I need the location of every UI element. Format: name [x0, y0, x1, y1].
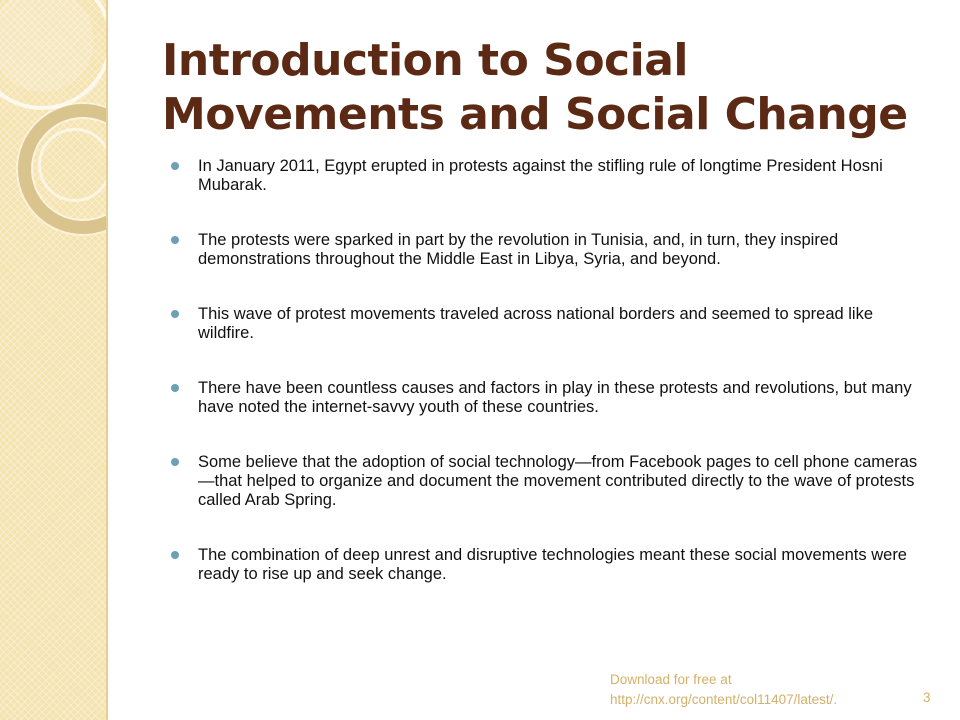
footer-source-note: [610, 670, 900, 710]
bullet-item: [160, 157, 930, 195]
decorative-ring-icon: [38, 128, 106, 202]
slide-title-line-1: Introduction to Social: [162, 35, 688, 86]
footer-line-1: Download for free at: [610, 672, 732, 687]
sidebar-divider: [106, 0, 108, 720]
decorative-sidebar: [0, 0, 106, 720]
decorative-ring-icon: [0, 0, 106, 110]
bullet-dot-icon: [171, 236, 179, 244]
bullet-list: [160, 157, 930, 620]
bullet-text: In January 2011, Egypt erupted in protests against the stifling rule of longtime President Hosni Mubarak.: [198, 157, 883, 194]
bullet-dot-icon: [171, 384, 179, 392]
slide-title-line-2: Movements and Social Change: [162, 89, 908, 140]
bullet-item: [160, 453, 930, 510]
bullet-text: The protests were sparked in part by the revolution in Tunisia, and, in turn, they inspired demonstrations throughout the Middle East in Libya, Syria, and beyond.: [198, 231, 839, 268]
footer-source-link[interactable]: http://cnx.org/content/col11407/latest/.: [610, 692, 838, 707]
bullet-item: [160, 379, 930, 417]
bullet-item: [160, 546, 930, 584]
page-number: 3: [923, 690, 931, 705]
bullet-text: Some believe that the adoption of social technology—from Facebook pages to cell phone cameras—that helped to organize and document the movement contributed directly to the wave of protests called Arab Spring.: [198, 453, 918, 509]
slide-title: [162, 34, 922, 142]
bullet-text: The combination of deep unrest and disruptive technologies meant these social movements were ready to rise up and seek change.: [198, 546, 907, 583]
bullet-dot-icon: [171, 458, 179, 466]
bullet-dot-icon: [171, 162, 179, 170]
bullet-item: [160, 305, 930, 343]
bullet-dot-icon: [171, 310, 179, 318]
bullet-item: [160, 231, 930, 269]
bullet-text: There have been countless causes and factors in play in these protests and revolutions, but many have noted the internet-savvy youth of these countries.: [198, 379, 912, 416]
bullet-dot-icon: [171, 551, 179, 559]
bullet-text: This wave of protest movements traveled across national borders and seemed to spread like wildfire.: [198, 305, 874, 342]
